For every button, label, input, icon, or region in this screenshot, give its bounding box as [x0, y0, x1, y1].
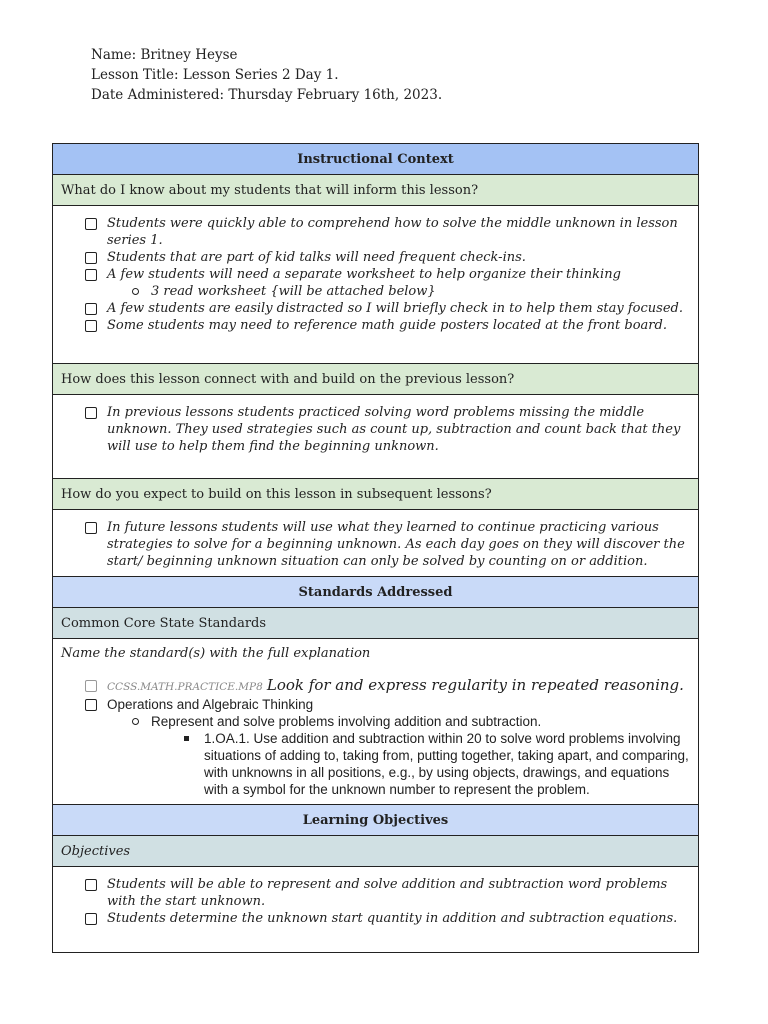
sub-sub-list-item-standard: 1.OA.1. Use addition and subtraction within 20 to solve word problems involving situations of adding to, taking from, putting together, taking apart, and comparing, with unknowns in all positions, e.g., by using objects, drawings, and equations with a symbol for the unknown number to represent the problem.: [61, 730, 690, 798]
question-previous-lesson: How does this lesson connect with and build on the previous lesson?: [53, 364, 699, 395]
objectives-subtitle: Objectives: [53, 836, 699, 867]
document-header: [91, 45, 442, 105]
question-students: What do I know about my students that will inform this lesson?: [53, 175, 699, 206]
checkbox-icon[interactable]: [85, 407, 97, 419]
checkbox-icon[interactable]: [85, 218, 97, 230]
checkbox-icon[interactable]: [85, 913, 97, 925]
list-item: A few students will need a separate worksheet to help organize their thinking: [61, 266, 690, 283]
checkbox-icon[interactable]: [85, 303, 97, 315]
list-item: A few students are easily distracted so I will briefly check in to help them stay focused.: [61, 300, 690, 317]
standards-body: [53, 639, 699, 805]
list-item: Students will be able to represent and solve addition and subtraction word problems with the start unknown.: [61, 876, 690, 910]
section-header-standards: Standards Addressed: [53, 577, 699, 608]
checkbox-icon[interactable]: [85, 269, 97, 281]
teacher-name: Name: Britney Heyse: [91, 47, 238, 63]
list-item: In previous lessons students practiced solving word problems missing the middle unknown. They used strategies such as count up, subtraction and count back that they will use to help them find the beginning unknown.: [61, 404, 690, 455]
section-header-objectives: Learning Objectives: [53, 805, 699, 836]
question-subsequent-lessons: How do you expect to build on this lesson in subsequent lessons?: [53, 479, 699, 510]
list-item: Students that are part of kid talks will need frequent check-ins.: [61, 249, 690, 266]
sub-list-item-cluster: Represent and solve problems involving addition and subtraction.: [61, 713, 690, 730]
checkbox-icon[interactable]: [85, 320, 97, 332]
checkbox-icon[interactable]: [85, 699, 97, 711]
list-item: Students determine the unknown start quantity in addition and subtraction equations.: [61, 910, 690, 927]
section-header-instructional-context: Instructional Context: [53, 144, 699, 175]
hollow-bullet-icon: [132, 288, 139, 295]
lesson-plan-table: [52, 143, 699, 953]
list-item: Students were quickly able to comprehend how to solve the middle unknown in lesson series 1.: [61, 215, 690, 249]
list-item-mp8: CCSS.MATH.PRACTICE.MP8 Look for and express regularity in repeated reasoning.: [61, 677, 690, 696]
checkbox-icon[interactable]: [85, 879, 97, 891]
date-administered: Date Administered: Thursday February 16th, 2023.: [91, 87, 443, 103]
list-item: Some students may need to reference math guide posters located at the front board.: [61, 317, 690, 334]
answer-subsequent-lessons: [53, 510, 699, 577]
standards-prompt: Name the standard(s) with the full explanation: [61, 646, 371, 661]
sub-list-item: 3 read worksheet {will be attached below}: [61, 283, 690, 300]
hollow-bullet-icon: [132, 718, 139, 725]
answer-students: [53, 206, 699, 364]
answer-previous-lesson: [53, 395, 699, 479]
checkbox-icon[interactable]: [85, 522, 97, 534]
checkbox-icon[interactable]: [85, 680, 97, 692]
list-item: In future lessons students will use what they learned to continue practicing various strategies to solve for a beginning unknown. As each day goes on they will discover the start/ beginning unknown situation can only be solved by counting on or addition.: [61, 519, 690, 570]
standards-subtitle: Common Core State Standards: [53, 608, 699, 639]
objectives-body: [53, 867, 699, 953]
lesson-title: Lesson Title: Lesson Series 2 Day 1.: [91, 67, 339, 83]
square-bullet-icon: [184, 736, 189, 741]
checkbox-icon[interactable]: [85, 252, 97, 264]
list-item-domain: Operations and Algebraic Thinking: [61, 696, 690, 713]
